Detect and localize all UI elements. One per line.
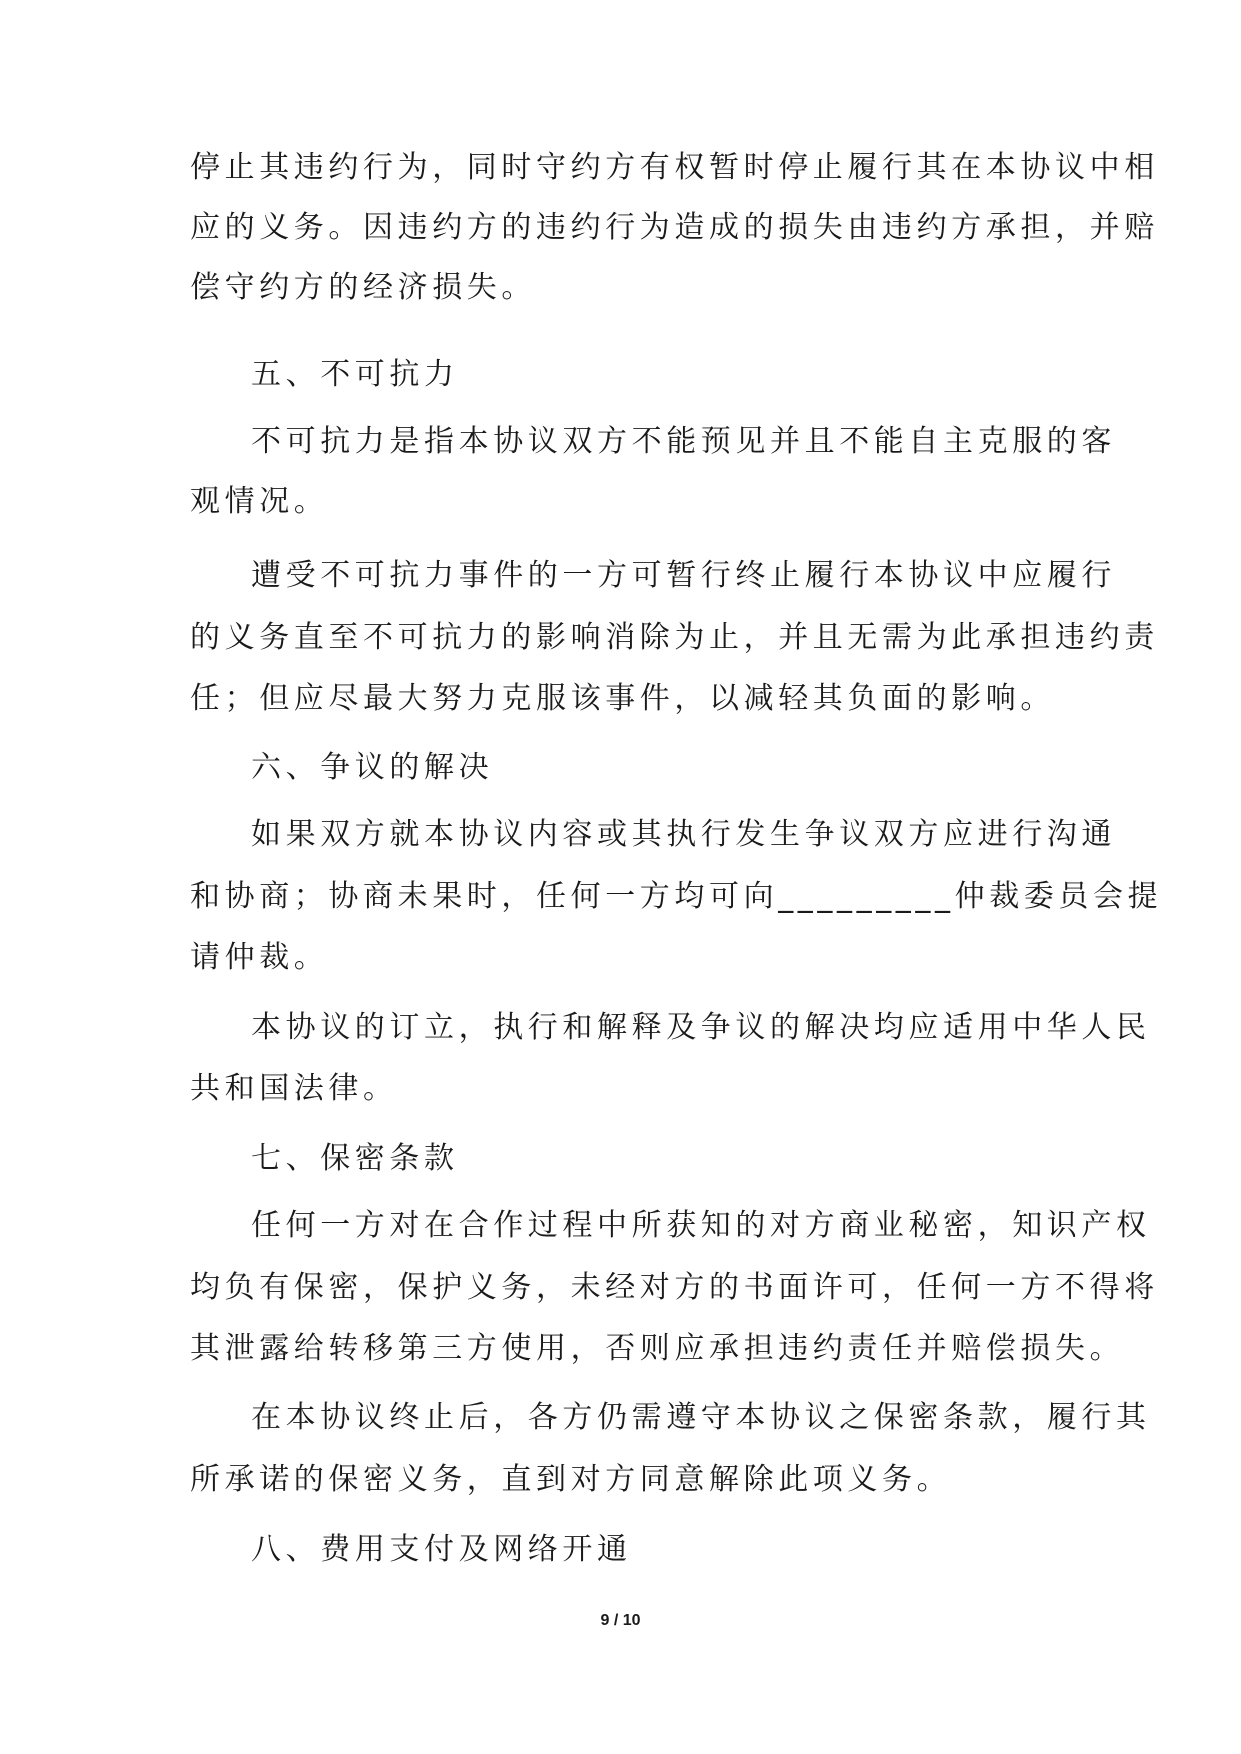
text-line: 如果双方就本协议内容或其执行发生争议双方应进行沟通	[251, 817, 1116, 852]
text-line: 偿守约方的经济损失。	[190, 270, 536, 305]
text-line: 任；但应尽最大努力克服该事件，以减轻其负面的影响。	[190, 681, 1055, 716]
section-heading-fee-payment: 八、费用支付及网络开通	[251, 1532, 632, 1567]
text-line: 停止其违约行为，同时守约方有权暂时停止履行其在本协议中相	[190, 150, 1159, 185]
text-line: 其泄露给转移第三方使用，否则应承担违约责任并赔偿损失。	[190, 1331, 1125, 1366]
text-line: 的义务直至不可抗力的影响消除为止，并且无需为此承担违约责	[190, 620, 1159, 655]
section-heading-confidentiality: 七、保密条款	[251, 1141, 459, 1176]
text-line: 遭受不可抗力事件的一方可暂行终止履行本协议中应履行	[251, 558, 1116, 593]
text-line: 所承诺的保密义务，直到对方同意解除此项义务。	[190, 1462, 952, 1497]
text-line: 共和国法律。	[190, 1071, 398, 1106]
text-line: 在本协议终止后，各方仍需遵守本协议之保密条款，履行其	[251, 1400, 1151, 1435]
text-line: 观情况。	[190, 484, 329, 519]
text-line: 应的义务。因违约方的违约行为造成的损失由违约方承担，并赔	[190, 210, 1159, 245]
text-line: 和协商；协商未果时，任何一方均可向_________仲裁委员会提	[190, 879, 1163, 914]
text-line: 请仲裁。	[190, 940, 329, 975]
text-line: 均负有保密，保护义务，未经对方的书面许可，任何一方不得将	[190, 1270, 1159, 1305]
text-line: 不可抗力是指本协议双方不能预见并且不能自主克服的客	[251, 424, 1116, 459]
page-number: 9 / 10	[600, 1612, 641, 1629]
text-line: 任何一方对在合作过程中所获知的对方商业秘密，知识产权	[251, 1208, 1151, 1243]
text-line: 本协议的订立，执行和解释及争议的解决均应适用中华人民	[251, 1010, 1151, 1045]
section-heading-dispute-resolution: 六、争议的解决	[251, 750, 494, 785]
section-heading-force-majeure: 五、不可抗力	[251, 357, 459, 392]
